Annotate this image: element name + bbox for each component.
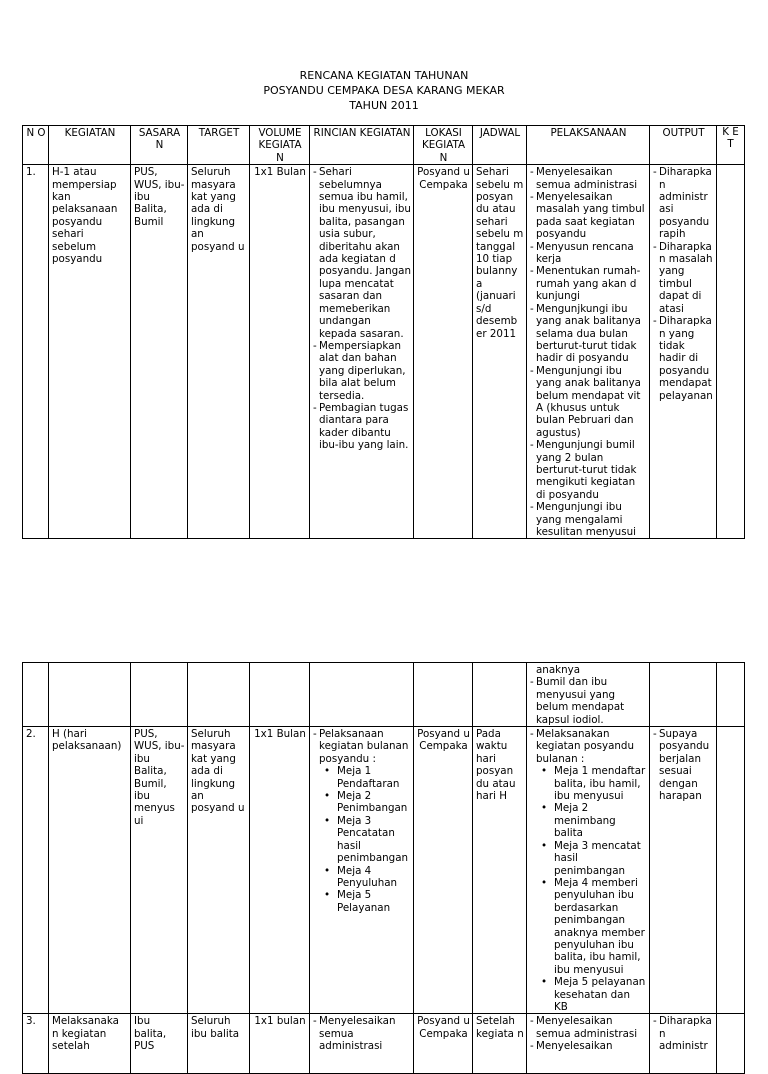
row3-target: Seluruh ibu balita xyxy=(188,1014,250,1074)
header-output: OUTPUT xyxy=(650,126,717,165)
document-title xyxy=(0,68,768,113)
header-jadwal: JADWAL xyxy=(473,126,527,165)
row2-sasaran: PUS, WUS, ibu-ibu Balita, Bumil, ibu menyus ui xyxy=(131,727,188,1014)
row3-kegiatan: Melaksanaka n kegiatan setelah xyxy=(49,1014,131,1074)
header-rincian: RINCIAN KEGIATAN xyxy=(310,126,414,165)
pelaksanaan-intro: Melaksanakan kegiatan posyandu bulanan : xyxy=(536,728,634,765)
list-item: - Menyelesaikan masalah yang timbul pada saat kegiatan posyandu xyxy=(536,191,647,241)
cont-pelaksanaan xyxy=(527,663,650,727)
cont-sasaran xyxy=(131,663,188,727)
list-item: • Meja 4 Penyuluhan xyxy=(337,865,411,890)
list-item: - Menyelesaikan semua administrasi xyxy=(536,166,647,191)
cont-lokasi xyxy=(414,663,473,727)
list-item: - Diharapka n administr xyxy=(659,1015,714,1052)
row2-pelaksanaan xyxy=(527,727,650,1014)
list-item: - Menyusun rencana kerja xyxy=(536,241,647,266)
cont-output xyxy=(650,663,717,727)
row2-volume: 1x1 Bulan xyxy=(250,727,310,1014)
activity-table-page2 xyxy=(22,662,745,1074)
list-item xyxy=(536,728,647,1013)
table-row xyxy=(23,165,745,539)
list-item: • Meja 2 menimbang balita xyxy=(554,802,647,839)
header-no: N O xyxy=(23,126,49,165)
row1-jadwal: Sehari sebelu m posyan du atau sehari sebelu m tanggal 10 tiap bulanny a (januari s/d desemb er 2011 xyxy=(473,165,527,539)
table-row xyxy=(23,1014,745,1074)
title-line-1: RENCANA KEGIATAN TAHUNAN xyxy=(299,69,469,82)
list-item: - Menyelesaikan semua administrasi xyxy=(536,1015,647,1040)
list-item: - Mengunjkungi ibu yang anak balitanya selama dua bulan berturut-turut tidak hadir di posyandu xyxy=(536,303,647,365)
row3-sasaran: Ibu balita, PUS xyxy=(131,1014,188,1074)
row1-volume: 1x1 Bulan xyxy=(250,165,310,539)
list-item: - Mempersiapkan alat dan bahan yang diperlukan, bila alat belum tersedia. xyxy=(319,340,411,402)
row2-jadwal: Pada waktu hari posyan du atau hari H xyxy=(473,727,527,1014)
cont-text: anaknya xyxy=(536,664,581,676)
row2-no: 2. xyxy=(23,727,49,1014)
list-item: • Meja 3 Pencatatan hasil penimbangan xyxy=(337,815,411,865)
list-item: - Menyelesaikan xyxy=(536,1040,647,1052)
row2-rincian xyxy=(310,727,414,1014)
row3-output xyxy=(650,1014,717,1074)
list-item: - Diharapka n masalah yang timbul dapat di atasi xyxy=(659,241,714,315)
row1-output xyxy=(650,165,717,539)
list-item: • Meja 3 mencatat hasil penimbangan xyxy=(554,840,647,877)
row1-lokasi: Posyand u Cempaka xyxy=(414,165,473,539)
header-ket: K E T xyxy=(717,126,745,165)
header-sasaran: SASARA N xyxy=(131,126,188,165)
cont-rincian xyxy=(310,663,414,727)
list-item: - Mengunjungi ibu yang mengalami kesulitan menyusui xyxy=(536,501,647,538)
row1-sasaran: PUS, WUS, ibu-ibu Balita, Bumil xyxy=(131,165,188,539)
rincian-intro: Pelaksanaan kegiatan bulanan posyandu : xyxy=(319,728,409,765)
row3-ket xyxy=(717,1014,745,1074)
row2-output xyxy=(650,727,717,1014)
cont-ket xyxy=(717,663,745,727)
row3-pelaksanaan xyxy=(527,1014,650,1074)
row2-lokasi: Posyand u Cempaka xyxy=(414,727,473,1014)
activity-table-page1 xyxy=(22,125,745,539)
row1-kegiatan: H-1 atau mempersiap kan pelaksanaan posyandu sehari sebelum posyandu xyxy=(49,165,131,539)
cont-target xyxy=(188,663,250,727)
table-header-row xyxy=(23,126,745,165)
list-item: - Mengunjungi ibu yang anak balitanya belum mendapat vit A (khusus untuk bulan Pebruari dan agustus) xyxy=(536,365,647,439)
list-item xyxy=(319,728,411,914)
cont-jadwal xyxy=(473,663,527,727)
list-item: • Meja 2 Penimbangan xyxy=(337,790,411,815)
row3-lokasi: Posyand u Cempaka xyxy=(414,1014,473,1074)
title-line-3: TAHUN 2011 xyxy=(349,99,419,112)
header-lokasi: LOKASI KEGIATA N xyxy=(414,126,473,165)
list-item: • Meja 1 mendaftar balita, ibu hamil, ibu menyusui xyxy=(554,765,647,802)
list-item: • Meja 1 Pendaftaran xyxy=(337,765,411,790)
list-item: • Meja 5 Pelayanan xyxy=(337,889,411,914)
list-item: - Menentukan rumah-rumah yang akan d kunjungi xyxy=(536,265,647,302)
list-item: - Pembagian tugas diantara para kader dibantu ibu-ibu yang lain. xyxy=(319,402,411,452)
table-row xyxy=(23,663,745,727)
row3-no: 3. xyxy=(23,1014,49,1074)
list-item: - Mengunjungi bumil yang 2 bulan berturut-turut tidak mengikuti kegiatan di posyandu xyxy=(536,439,647,501)
header-target: TARGET xyxy=(188,126,250,165)
title-line-2: POSYANDU CEMPAKA DESA KARANG MEKAR xyxy=(263,84,505,97)
header-kegiatan: KEGIATAN xyxy=(49,126,131,165)
row2-target: Seluruh masyara kat yang ada di lingkung an posyand u xyxy=(188,727,250,1014)
cont-volume xyxy=(250,663,310,727)
row3-jadwal: Setelah kegiata n xyxy=(473,1014,527,1074)
row3-rincian xyxy=(310,1014,414,1074)
list-item: - Sehari sebelumnya semua ibu hamil, ibu menyusui, ibu balita, pasangan usia subur, diberitahu akan ada kegiatan d posyandu. Jangan lupa mencatat sasaran dan memeberikan undangan kepada sasaran. xyxy=(319,166,411,340)
list-item: - Menyelesaikan semua administrasi xyxy=(319,1015,411,1052)
cont-no xyxy=(23,663,49,727)
header-pelaksanaan: PELAKSANAAN xyxy=(527,126,650,165)
list-item: - Bumil dan ibu menyusui yang belum mendapat kapsul iodiol. xyxy=(536,676,647,726)
list-item: • Meja 5 pelayanan kesehatan dan KB xyxy=(554,976,647,1013)
row1-pelaksanaan xyxy=(527,165,650,539)
table-row xyxy=(23,727,745,1014)
header-volume: VOLUME KEGIATA N xyxy=(250,126,310,165)
row3-volume: 1x1 bulan xyxy=(250,1014,310,1074)
row1-ket xyxy=(717,165,745,539)
row2-ket xyxy=(717,727,745,1014)
list-item: • Meja 4 memberi penyuluhan ibu berdasarkan penimbangan anaknya member penyuluhan ibu balita, ibu hamil, ibu menyusui xyxy=(554,877,647,976)
list-item: - Diharapka n administr asi posyandu rapih xyxy=(659,166,714,240)
row1-target: Seluruh masyara kat yang ada di lingkung an posyand u xyxy=(188,165,250,539)
row2-kegiatan: H (hari pelaksanaan) xyxy=(49,727,131,1014)
list-item: - Diharapka n yang tidak hadir di posyandu mendapat pelayanan xyxy=(659,315,714,402)
list-item: - Supaya posyandu berjalan sesuai dengan harapan xyxy=(659,728,714,802)
row1-no: 1. xyxy=(23,165,49,539)
row1-rincian xyxy=(310,165,414,539)
cont-kegiatan xyxy=(49,663,131,727)
